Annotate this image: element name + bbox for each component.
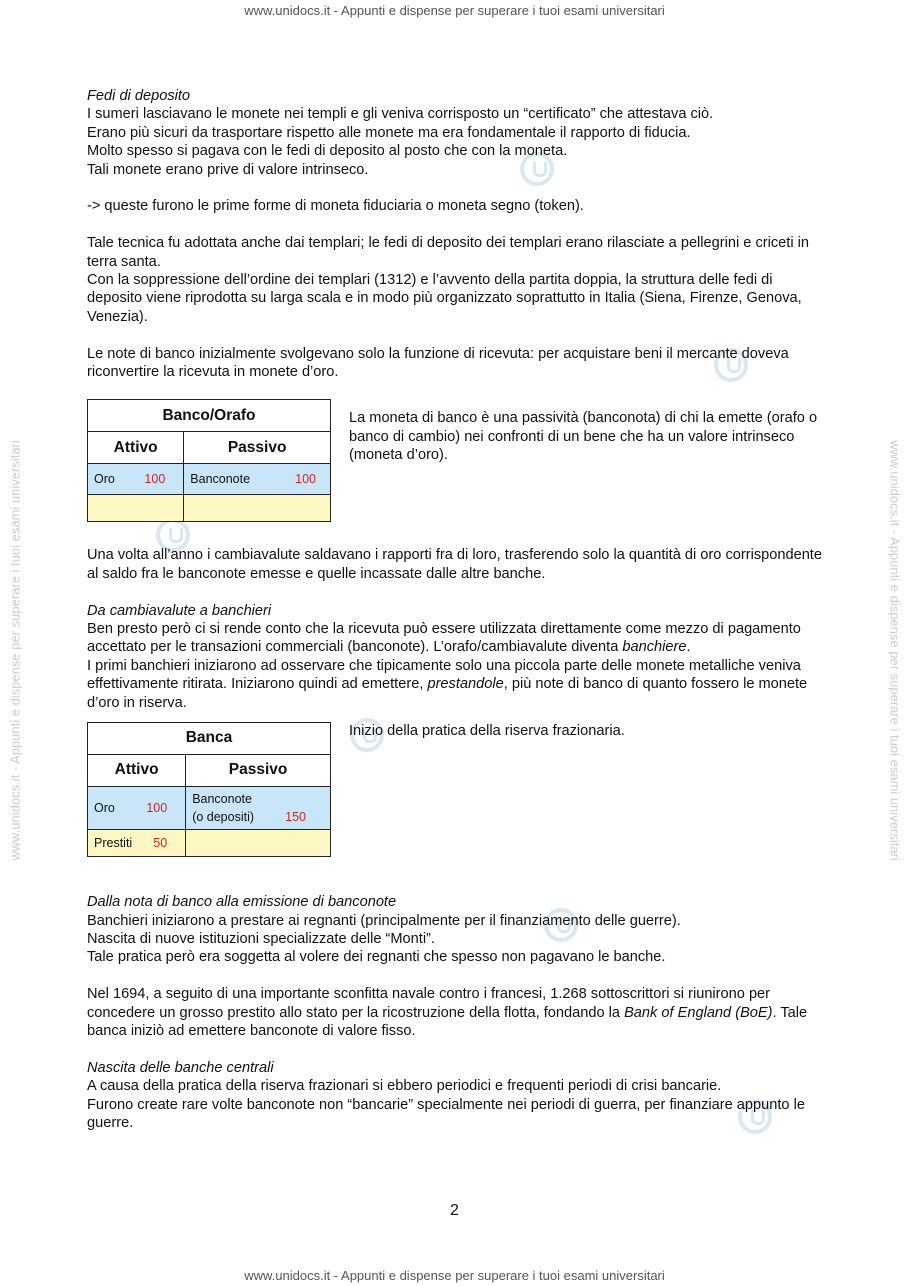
balance-sheet-block [87, 722, 822, 857]
cell-value: 100 [146, 800, 168, 815]
cell-value: 150 [285, 810, 306, 825]
watermark-footer: www.unidocs.it - Appunti e dispense per superare i tuoi esami universitari [244, 1268, 665, 1283]
paragraph: A causa della pratica della riserva frazionari si ebbero periodici e frequenti periodi di crisi bancarie. [87, 1078, 722, 1095]
table-description: Inizio della pratica della riserva frazionaria. [349, 723, 625, 740]
paragraph: Nel 1694, a seguito di una importante sconfitta navale contro i francesi, 1.268 sottoscrittori si riunirono per concedere un grosso prestito allo stato per la ricostruzione della flotta, fondando la Bank of England (BoE). Tale banca iniziò ad emettere banconote di valore fisso. [87, 986, 808, 1039]
table-cell [186, 830, 331, 857]
table-cell [186, 787, 331, 830]
page-number: 2 [450, 1202, 459, 1219]
balance-sheet-table-banca [87, 722, 331, 857]
column-header-attivo: Attivo [88, 432, 184, 464]
paragraph: I primi banchieri iniziarono ad osservare che tipicamente solo una piccola parte delle monete metalliche veniva effettivamente ritirata. Iniziarono quindi ad emettere, prestandole, più note di banco di quanto fossero le monete d’oro in riserva. [87, 657, 808, 711]
cell-value: 100 [144, 472, 166, 487]
table-title: Banca [88, 723, 331, 755]
paragraph: Erano più sicuri da trasportare rispetto alle monete ma era fondamentale il rapporto di fiducia. [87, 124, 691, 141]
cell-label: Prestiti [94, 835, 133, 850]
table-title: Banco/Orafo [88, 400, 331, 432]
column-header-attivo: Attivo [88, 755, 186, 787]
table-cell [184, 464, 331, 495]
paragraph: Tali monete erano prive di valore intrinseco. [87, 161, 369, 178]
cell-value: 100 [295, 472, 316, 487]
paragraph: Furono create rare volte banconote non “bancarie” specialmente nei periodi di guerra, per finanziare appunto le guerre. [87, 1096, 805, 1131]
balance-sheet-block [87, 399, 822, 522]
table-cell [88, 830, 186, 857]
paragraph: Banchieri iniziarono a prestare ai regnanti (principalmente per il finanziamento delle guerre). [87, 912, 681, 929]
paragraph: Nascita di nuove istituzioni specializzate delle “Monti”. [87, 930, 435, 947]
section-heading: Da cambiavalute a banchieri [87, 602, 272, 619]
table-cell [88, 495, 184, 522]
cell-label: Banconote [192, 792, 252, 807]
watermark-side-right: www.unidocs.it - Appunti e dispense per superare i tuoi esami universitari [887, 440, 903, 861]
paragraph: Una volta all’anno i cambiavalute saldavano i rapporti fra di loro, trasferendo solo la quantità di oro corrispondente al saldo fra le banconote emesse e quelle incassate dalle altre banche. [87, 547, 822, 582]
section-heading: Nascita delle banche centrali [87, 1059, 274, 1076]
table-cell [184, 495, 331, 522]
section-heading: Dalla nota di banco alla emissione di banconote [87, 894, 397, 911]
paragraph: Ben presto però ci si rende conto che la ricevuta può essere utilizzata direttamente come mezzo di pagamento accettato per le transazioni commerciali (banconote). L’orafo/cambiavalute diventa banchiere. [87, 621, 801, 656]
cell-label: Oro [94, 472, 115, 487]
paragraph: Con la soppressione dell’ordine dei templari (1312) e l’avvento della partita doppia, la struttura delle fedi di deposito viene riprodotta su larga scala e in modo più organizzato soprattutto in Italia (Siena, Firenze, Genova, Venezia). [87, 272, 802, 325]
cell-label: Oro [94, 800, 115, 815]
watermark-side-left: www.unidocs.it - Appunti e dispense per superare i tuoi esami universitari [7, 440, 23, 861]
paragraph: Le note di banco inizialmente svolgevano solo la funzione di ricevuta: per acquistare beni il mercante doveva riconvertire la ricevuta in monete d’oro. [87, 345, 789, 381]
table-cell [88, 464, 184, 495]
paragraph: Tale tecnica fu adottata anche dai templari; le fedi di deposito dei templari erano rilasciate a pellegrini e criceti in terra santa. [87, 235, 809, 270]
watermark-header: www.unidocs.it - Appunti e dispense per superare i tuoi esami universitari [244, 3, 665, 18]
paragraph: Tale pratica però era soggetta al volere dei regnanti che spesso non pagavano le banche. [87, 949, 666, 966]
paragraph: Molto spesso si pagava con le fedi di deposito al posto che con la moneta. [87, 143, 568, 160]
column-header-passivo: Passivo [186, 755, 331, 787]
balance-sheet-table-banco-orafo [87, 399, 331, 522]
cell-label: (o depositi) [192, 810, 255, 825]
paragraph: I sumeri lasciavano le monete nei templi e gli veniva corrisposto un “certificato” che attestava ciò. [87, 106, 714, 123]
table-description: La moneta di banco è una passività (banconota) di chi la emette (orafo o banco di cambio) nei confronti di un bene che ha un valore intrinseco (moneta d’oro). [349, 410, 818, 464]
paragraph: -> queste furono le prime forme di moneta fiduciaria o moneta segno (token). [87, 198, 584, 215]
section-heading: Fedi di deposito [87, 88, 191, 104]
cell-value: 50 [153, 835, 168, 850]
page-content [87, 87, 822, 1132]
cell-label: Banconote [190, 472, 251, 487]
table-cell [88, 787, 186, 830]
column-header-passivo: Passivo [184, 432, 331, 464]
